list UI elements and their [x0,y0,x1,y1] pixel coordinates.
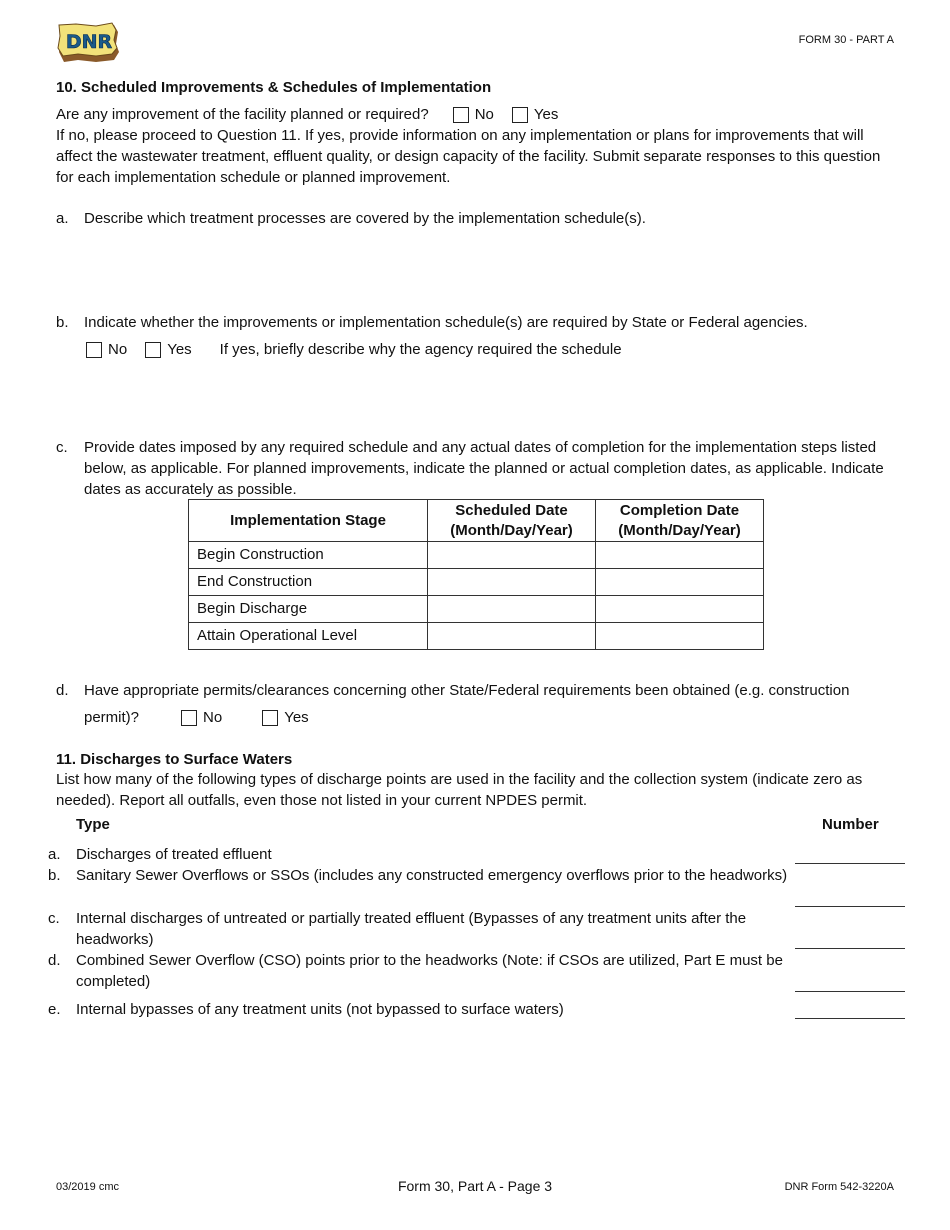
svg-text:DNR: DNR [65,31,113,53]
item-d-text: Have appropriate permits/clearances concerning other State/Federal requirements been obtained (e.g. construction [84,682,850,699]
col-type-header: Type [76,816,110,833]
item-d-label: d. [56,682,69,699]
number-input-11e[interactable] [795,1018,905,1019]
completion-date-input[interactable] [596,596,764,623]
agency-no-label: No [108,341,128,358]
item-11b-text: Sanitary Sewer Overflows or SSOs (includes any constructed emergency overflows prior to the headworks) [76,867,788,884]
number-input-11a[interactable] [795,863,905,864]
item-11c-text: Internal discharges of untreated or partially treated effluent (Bypasses of any treatment units after the headworks) [76,910,747,948]
table-row [189,542,764,569]
header-completion: Completion Date (Month/Day/Year) [596,500,764,542]
agency-no-checkbox[interactable] [86,342,102,358]
item-a-label: a. [56,210,69,227]
stage-cell: Attain Operational Level [189,623,428,650]
item-11b-label: b. [48,867,61,884]
header-scheduled: Scheduled Date (Month/Day/Year) [428,500,596,542]
item-b-options [86,339,622,360]
item-11d-label: d. [48,952,61,969]
agency-yes-checkbox[interactable] [145,342,161,358]
item-c-label: c. [56,439,68,456]
stage-cell: Begin Construction [189,542,428,569]
scheduled-date-input[interactable] [428,542,596,569]
stage-cell: End Construction [189,569,428,596]
item-11d-text: Combined Sewer Overflow (CSO) points prior to the headworks (Note: if CSOs are utilized, Part E must be completed) [76,952,783,990]
table-row [189,569,764,596]
agency-yes-label: Yes [167,341,192,358]
section10-heading: 10. Scheduled Improvements & Schedules of Implementation [56,79,492,96]
scheduled-date-input[interactable] [428,623,596,650]
footer-page: Form 30, Part A - Page 3 [397,1178,553,1194]
table-row [189,596,764,623]
permit-yes-checkbox[interactable] [262,710,278,726]
item-b-label: b. [56,314,69,331]
section11-intro: List how many of the following types of discharge points are used in the facility and the collection system (indicate zero as needed). Report all outfalls, even those not listed in your current NPDES permit. [56,771,863,809]
item-11c-label: c. [48,910,60,927]
completion-date-input[interactable] [596,623,764,650]
item-11e-text: Internal bypasses of any treatment units (not bypassed to surface waters) [76,1001,564,1018]
completion-date-input[interactable] [596,542,764,569]
improvement-no-checkbox[interactable] [453,107,469,123]
item-d-options [84,707,327,728]
number-input-11c[interactable] [795,948,905,949]
number-input-11b[interactable] [795,906,905,907]
permit-no-checkbox[interactable] [181,710,197,726]
item-d-text-cont: permit)? [84,709,140,726]
footer-revision: 03/2019 cmc [56,1181,119,1193]
dnr-logo [56,22,122,64]
item-a-text: Describe which treatment processes are covered by the implementation schedule(s). [84,210,646,227]
section11-heading: 11. Discharges to Surface Waters [56,751,293,768]
scheduled-date-input[interactable] [428,596,596,623]
scheduled-date-input[interactable] [428,569,596,596]
item-c-text: Provide dates imposed by any required schedule and any actual dates of completion for the implementation steps listed below, as applicable. For planned improvements, indicate the planned or actual completion dates, as applicable. Indicate dates as accurately as possible. [84,439,884,498]
completion-date-input[interactable] [596,569,764,596]
stage-cell: Begin Discharge [189,596,428,623]
form-id: FORM 30 - PART A [798,34,894,46]
item-11a-label: a. [48,846,61,863]
number-input-11d[interactable] [795,991,905,992]
item-11e-label: e. [48,1001,61,1018]
improvement-no-label: No [474,106,494,123]
col-number-header: Number [822,816,879,833]
permit-yes-label: Yes [284,709,309,726]
section10-intro: If no, please proceed to Question 11. If yes, provide information on any implementation or plans for improvements that will affect the wastewater treatment, effluent quality, or design capacity of the facility. Submit separate responses to this question for each implementation schedule or planned improvement. [56,127,881,186]
agency-followup: If yes, briefly describe why the agency required the schedule [219,341,622,358]
table-row [189,623,764,650]
improvement-question-row [56,104,576,125]
improvement-yes-checkbox[interactable] [512,107,528,123]
item-11a-text: Discharges of treated effluent [76,846,272,863]
footer-form-number: DNR Form 542-3220A [784,1181,894,1193]
permit-no-label: No [203,709,223,726]
implementation-table [188,499,764,650]
improvement-question: Are any improvement of the facility planned or required? [56,106,429,123]
item-b-text: Indicate whether the improvements or implementation schedule(s) are required by State or Federal agencies. [84,314,808,331]
header-stage: Implementation Stage [189,500,428,542]
improvement-yes-label: Yes [533,106,559,123]
